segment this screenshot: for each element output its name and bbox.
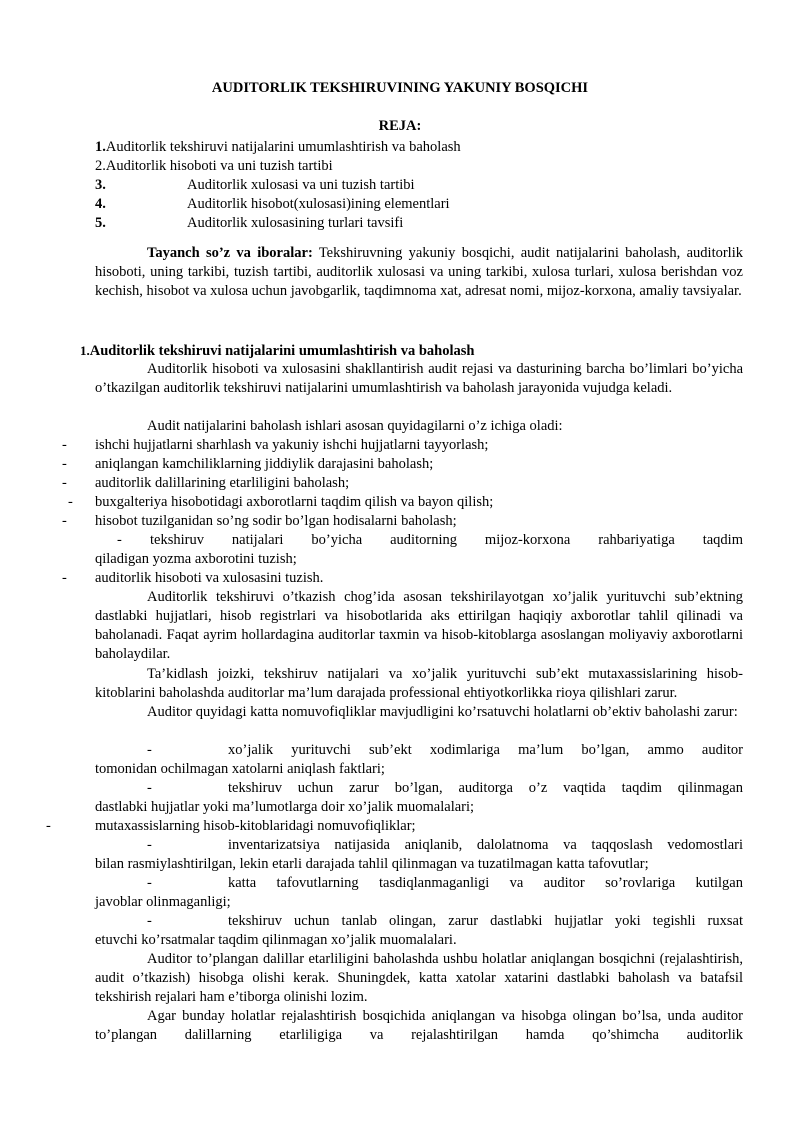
paragraph: Agar bunday holatlar rejalashtirish bosqichida aniqlangan va hisobga olingan bo’lsa, unda auditor to’plangan dalillarning etarliligiga va rejalashtirilgan hamda qo’shimcha auditorlik: [95, 1008, 743, 1044]
list-dash: -: [147, 913, 152, 929]
list-dash: -: [68, 494, 73, 510]
list-item-line: tekshiruv natijalari bo’yicha auditorning mijoz-korxona rahbariyatiga taqdim: [150, 532, 743, 548]
plan-item-number: 4.: [95, 196, 106, 212]
paragraph: Auditor to’plangan dalillar etarliligini baholashda ushbu holatlar aniqlangan bosqichni (rejalashtirish, audit o’tkazish) hisobga olishi kerak. Shuningdek, katta xatolar xatarini dastlabki baholash va batafsil tekshirish rejalari ham e’tiborga olinishi lozim.: [95, 951, 743, 1006]
list-dash: -: [62, 437, 67, 453]
plan-item: [95, 214, 755, 233]
plan-item-text: Auditorlik xulosasi va uni tuzish tartibi: [187, 177, 415, 193]
list-item-line: xo’jalik yurituvchi sub’ekt xodimlariga ma’lum bo’lgan, ammo auditor: [228, 742, 743, 758]
keywords-paragraph: [95, 244, 743, 301]
list-dash: -: [46, 818, 51, 834]
list-dash: -: [62, 513, 67, 529]
keywords-text: Tekshiruvning yakuniy bosqichi, audit natijalarini baholash, auditorlik hisoboti, uning tarkibi, tuzish tartibi, auditorlik xulosasi va uning tarkibi, xulosa turlari, xulosa berishdan voz kechish, hisobot va xulosa uchun javobgarlik, taqdimnoma xat, adresat nomi, mijoz-korxona, amaliy tavsiyalar.: [95, 245, 743, 299]
plan-item-number: 5.: [95, 215, 106, 231]
document-title: AUDITORLIK TEKSHIRUVINING YAKUNIY BOSQICHI: [211, 80, 589, 96]
plan-item-text: Auditorlik tekshiruvi natijalarini umumlashtirish va baholash: [105, 139, 461, 155]
list-dash: -: [62, 475, 67, 491]
section-heading: [80, 341, 474, 361]
list-item: auditorlik hisoboti va xulosasini tuzish.: [95, 570, 324, 586]
list-item: hisobot tuzilganidan so’ng sodir bo’lgan hodisalarni baholash;: [95, 513, 457, 529]
list-item-line: dastlabki hujjatlar yoki ma’lumotlarga doir xo’jalik muomalalari;: [95, 799, 475, 815]
list-item-line: tekshiruv uchun zarur bo’lgan, auditorga o’z vaqtida taqdim qilinmagan: [228, 780, 743, 796]
plan-list: [95, 138, 755, 233]
plan-item-text: Auditorlik hisoboti va uni tuzish tartibi: [105, 158, 333, 174]
list-item-line: tomonidan ochilmagan xatolarni aniqlash faktlari;: [95, 761, 385, 777]
list-item: buxgalteriya hisobotidagi axborotlarni taqdim qilish va bayon qilish;: [95, 494, 494, 510]
plan-item: [95, 195, 755, 214]
list-dash: -: [147, 742, 152, 758]
list-dash: -: [147, 780, 152, 796]
list-item-line: qiladigan yozma axborotini tuzish;: [95, 551, 297, 567]
plan-item-number: 2.: [95, 158, 106, 174]
paragraph: Audit natijalarini baholash ishlari asosan quyidagilarni o’z ichiga oladi:: [147, 418, 563, 434]
section-title: Auditorlik tekshiruvi natijalarini umumlashtirish va baholash: [89, 343, 475, 359]
list-dash: -: [117, 532, 122, 548]
keywords-label: Tayanch so’z va iboralar:: [147, 245, 313, 261]
plan-item-text: Auditorlik xulosasining turlari tavsifi: [187, 215, 404, 231]
list-item: mutaxassislarning hisob-kitoblaridagi nomuvofiqliklar;: [95, 818, 416, 834]
list-dash: -: [147, 875, 152, 891]
list-item-line: etuvchi ko’rsatmalar taqdim qilinmagan xo’jalik muomalalari.: [95, 932, 457, 948]
section-number: 1.: [80, 343, 90, 358]
plan-item-text: Auditorlik hisobot(xulosasi)ining elementlari: [187, 196, 450, 212]
paragraph: Auditorlik tekshiruvi o’tkazish chog’ida asosan tekshirilayotgan xo’jalik yurituvchi sub’ektning dastlabki hujjatlari, hisob registrlari va hisobotlarida aks ettirilgan haqiqiy axborotlar tahlil qilinadi va baholanadi. Faqat ayrim hollardagina auditorlar taxmin va hisob-kitoblarga asoslangan moliyaviy axborotlarni baholaydilar.: [95, 589, 743, 663]
list-item-line: inventarizatsiya natijasida aniqlanib, dalolatnoma va taqqoslash vedomostlari: [228, 837, 743, 853]
list-item-line: javoblar olinmaganligi;: [95, 894, 231, 910]
list-item-line: bilan rasmiylashtirilgan, lekin etarli darajada tahlil qilinmagan va tuzatilmagan katta tafovutlar;: [95, 856, 649, 872]
paragraph: Ta’kidlash joizki, tekshiruv natijalari va xo’jalik yurituvchi sub’ekt mutaxassislarining hisob-kitoblarini baholashda auditorlar ma’lum darajada professional ehtiyotkorlikka rioya qilishlari zarur.: [95, 666, 743, 702]
paragraph: Auditorlik hisoboti va xulosasini shakllantirish audit rejasi va dasturining barcha bo’limlari bo’yicha o’tkazilgan auditorlik tekshiruvi natijalarini umumlashtirish va baholash jarayonida vujudga keladi.: [95, 361, 743, 397]
list-item-line: tekshiruv uchun tanlab olingan, zarur dastlabki hujjatlar yoki tegishli ruxsat: [228, 913, 743, 929]
list-item: aniqlangan kamchiliklarning jiddiylik darajasini baholash;: [95, 456, 434, 472]
list-dash: -: [62, 570, 67, 586]
plan-heading: REJA:: [378, 118, 422, 134]
list-dash: -: [147, 837, 152, 853]
plan-item-number: 3.: [95, 177, 106, 193]
plan-item: [95, 138, 755, 157]
list-dash: -: [62, 456, 67, 472]
plan-item: [95, 157, 755, 176]
paragraph: Auditor quyidagi katta nomuvofiqliklar mavjudligini ko’rsatuvchi holatlarni ob’ektiv baholashi zarur:: [147, 704, 738, 720]
plan-item: [95, 176, 755, 195]
list-item: auditorlik dalillarining etarliligini baholash;: [95, 475, 350, 491]
list-item: ishchi hujjatlarni sharhlash va yakuniy ishchi hujjatlarni tayyorlash;: [95, 437, 489, 453]
list-item-line: katta tafovutlarning tasdiqlanmaganligi va auditor so’rovlariga kutilgan: [228, 875, 743, 891]
plan-item-number: 1.: [95, 139, 106, 155]
